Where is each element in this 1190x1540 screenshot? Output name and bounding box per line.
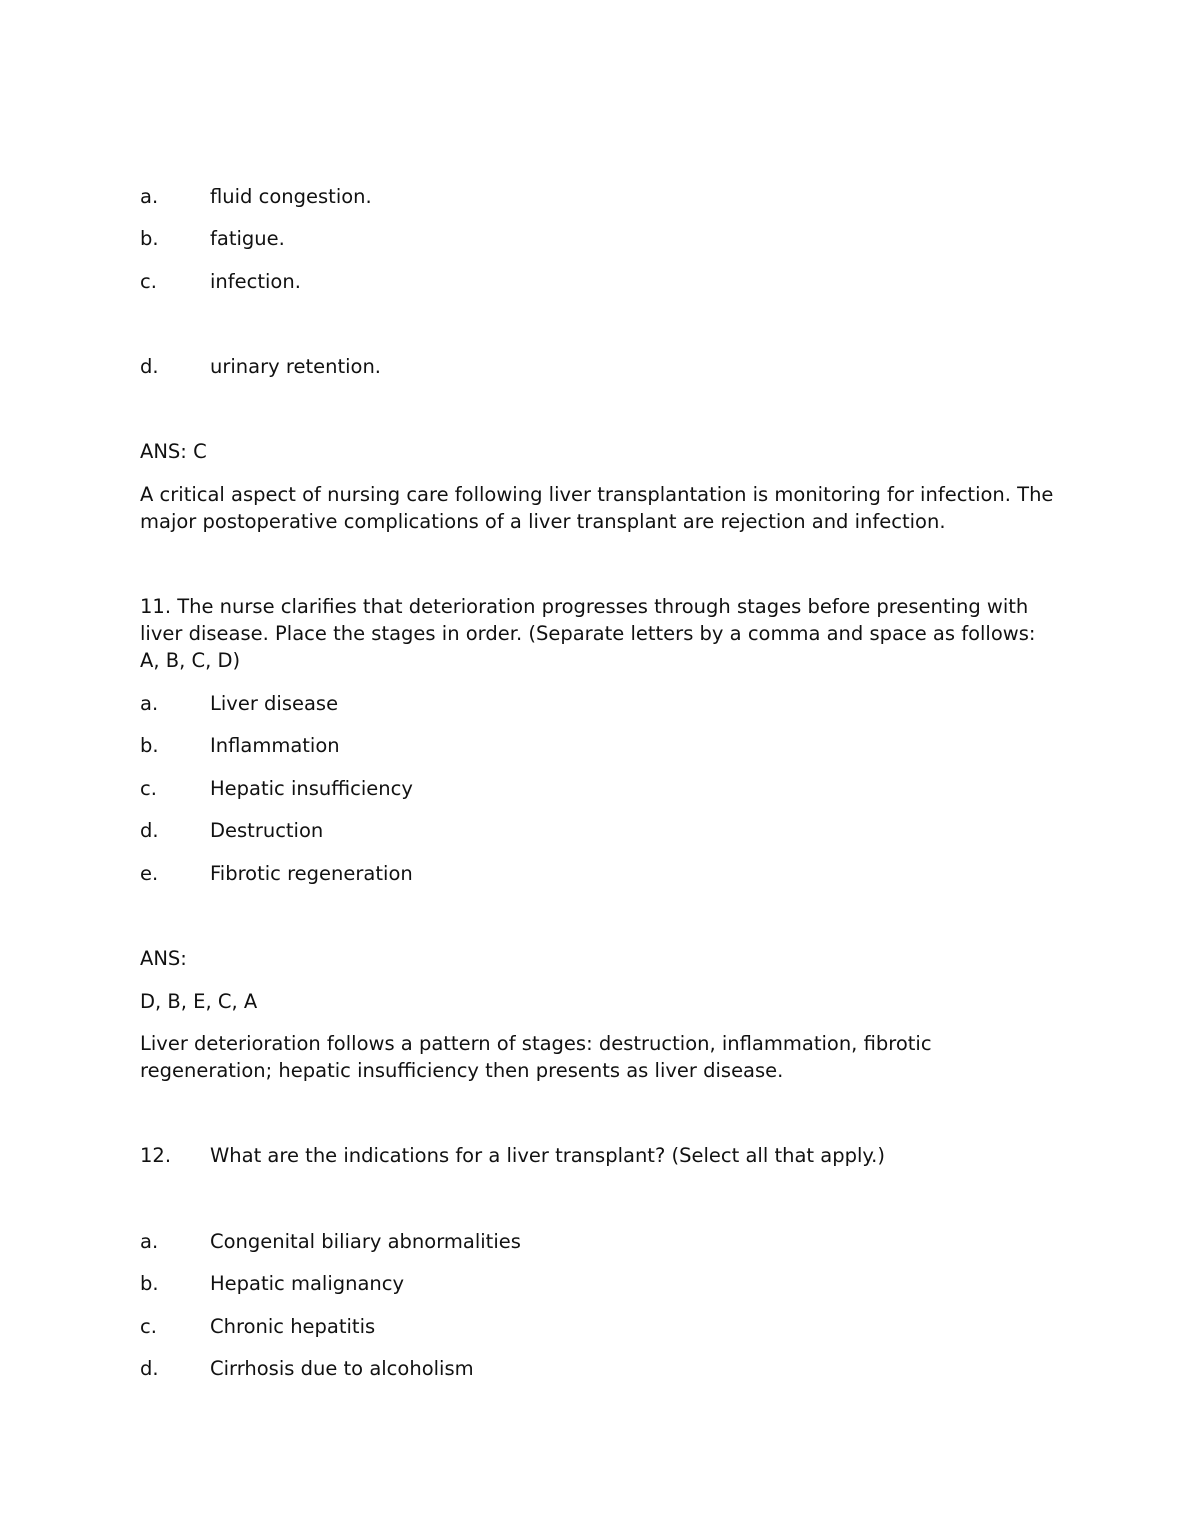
stem-line: 11. The nurse clarifies that deterioration progresses through stages before presenting with [140,595,1029,618]
option-text: Destruction [210,819,324,842]
option-text: Inflammation [210,734,340,757]
question-number: 12. [140,1144,172,1167]
option-text: infection. [210,270,301,293]
option-label: a. [140,185,159,208]
option-label: e. [140,862,159,885]
option-label: c. [140,1315,157,1338]
option-text: fatigue. [210,227,285,250]
rationale-line: Liver deterioration follows a pattern of stages: destruction, inflammation, fibrotic [140,1032,932,1055]
option-text: Congenital biliary abnormalities [210,1230,521,1253]
rationale-line: regeneration; hepatic insufficiency then presents as liver disease. [140,1059,784,1082]
option-text: urinary retention. [210,355,381,378]
rationale-line: A critical aspect of nursing care following liver transplantation is monitoring for infection. The [140,483,1054,506]
option-text: Liver disease [210,692,339,715]
q10-answer: ANS: C [140,440,207,463]
stem-line: liver disease. Place the stages in order. (Separate letters by a comma and space as follows: [140,622,1036,645]
option-text: Fibrotic regeneration [210,862,413,885]
option-label: c. [140,777,157,800]
option-label: d. [140,1357,159,1380]
option-text: Cirrhosis due to alcoholism [210,1357,474,1380]
option-label: d. [140,819,159,842]
option-label: a. [140,1230,159,1253]
option-text: Hepatic insufficiency [210,777,413,800]
option-text: Chronic hepatitis [210,1315,376,1338]
q11-rationale [140,1030,1055,1084]
q11-stem [140,593,1055,674]
option-text: fluid congestion. [210,185,372,208]
q11-answer-label: ANS: [140,947,187,970]
option-label: b. [140,1272,159,1295]
option-label: d. [140,355,159,378]
option-label: a. [140,692,159,715]
q10-rationale [140,481,1055,535]
stem-line: A, B, C, D) [140,649,241,672]
option-label: b. [140,227,159,250]
rationale-line: major postoperative complications of a liver transplant are rejection and infection. [140,510,946,533]
option-label: b. [140,734,159,757]
option-text: Hepatic malignancy [210,1272,405,1295]
question-text: What are the indications for a liver transplant? (Select all that apply.) [210,1144,885,1167]
q11-answer-value: D, B, E, C, A [140,990,258,1013]
option-label: c. [140,270,157,293]
